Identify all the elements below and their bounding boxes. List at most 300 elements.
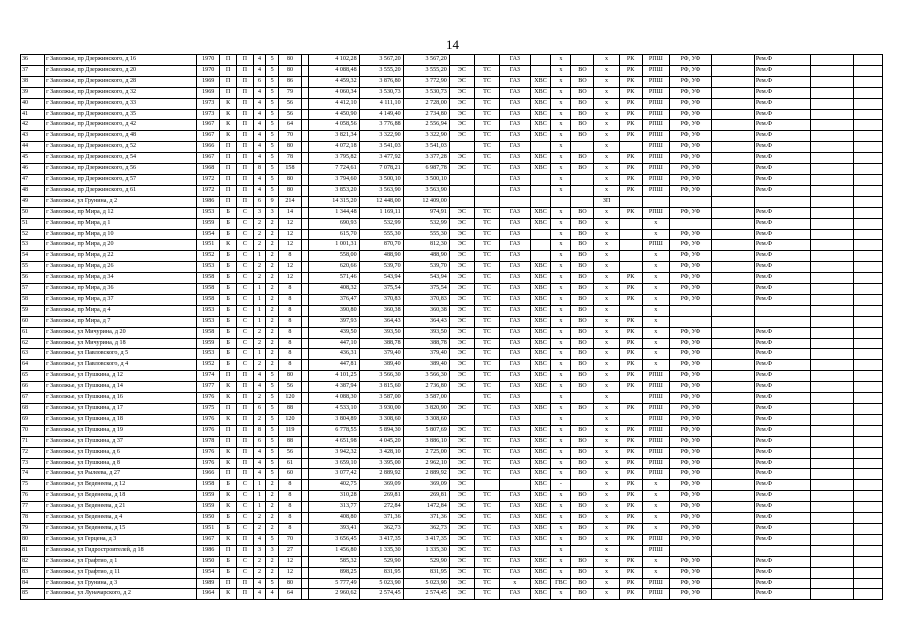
table-cell: 3 555,20 (359, 65, 403, 76)
table-cell: ТС (474, 382, 499, 393)
table-cell: Рем.Ф (754, 109, 811, 120)
table-cell (811, 556, 854, 567)
table-cell (854, 55, 883, 66)
table-cell: ХВС (530, 338, 551, 349)
table-cell: ХВС (530, 589, 551, 600)
table-cell (811, 218, 854, 229)
table-cell: 2 (266, 273, 279, 284)
table-cell: 5 (266, 65, 279, 76)
table-cell: РФ, УФ (669, 556, 711, 567)
table-cell: 1959 (197, 338, 220, 349)
table-cell: x (551, 393, 571, 404)
table-cell (301, 65, 308, 76)
table-cell: 4 (253, 65, 266, 76)
table-cell: г Заволжье, ул Павловского, д 4 (45, 360, 197, 371)
table-cell: 57 (21, 284, 45, 295)
table-row (21, 76, 883, 87)
table-cell: 72 (21, 447, 45, 458)
table-cell: 5 777,49 (309, 578, 359, 589)
table-cell: ХВС (530, 458, 551, 469)
table-cell: РПШ (642, 578, 669, 589)
table-cell (530, 65, 551, 76)
table-cell: Рем.Ф (754, 534, 811, 545)
table-row (21, 120, 883, 131)
table-cell: 2 (266, 327, 279, 338)
table-cell: ТС (474, 338, 499, 349)
table-cell (530, 55, 551, 66)
table-cell: РФ, УФ (669, 371, 711, 382)
table-cell: ХВС (530, 513, 551, 524)
table-cell: 66 (21, 382, 45, 393)
table-cell: ХВС (530, 502, 551, 513)
table-cell: г Заволжье, пр Мира, д 20 (45, 240, 197, 251)
table-cell: К (220, 589, 237, 600)
table-cell: 362,73 (359, 523, 403, 534)
table-cell (474, 196, 499, 207)
table-cell: 539,70 (403, 262, 449, 273)
table-cell (711, 589, 754, 600)
table-cell: П (236, 447, 253, 458)
table-cell: 80 (278, 371, 301, 382)
table-cell: 2 (266, 360, 279, 371)
table-row (21, 153, 883, 164)
table-cell: Рем.Ф (754, 131, 811, 142)
table-cell: П (236, 185, 253, 196)
table-cell (474, 55, 499, 66)
table-cell: Рем.Ф (754, 360, 811, 371)
table-cell (449, 185, 474, 196)
table-cell: 12 (278, 240, 301, 251)
table-cell (571, 545, 594, 556)
table-cell: Б (220, 262, 237, 273)
table-cell: 4 111,10 (359, 98, 403, 109)
table-cell (711, 142, 754, 153)
table-cell: С (236, 349, 253, 360)
table-cell: 3 (253, 207, 266, 218)
table-cell (811, 327, 854, 338)
table-cell: 4 (253, 87, 266, 98)
table-cell: Рем.Ф (754, 284, 811, 295)
table-cell: 1974 (197, 371, 220, 382)
table-cell: ХВС (530, 436, 551, 447)
table-cell (811, 414, 854, 425)
table-cell: ХВС (530, 523, 551, 534)
table-cell: 585,32 (309, 556, 359, 567)
table-cell: 2 (266, 338, 279, 349)
table-cell: x (594, 534, 619, 545)
table-cell: 8 (278, 251, 301, 262)
table-cell (301, 556, 308, 567)
table-cell: П (236, 65, 253, 76)
table-cell: 5 (266, 109, 279, 120)
table-cell (449, 196, 474, 207)
table-cell: ГАЗ (500, 502, 530, 513)
table-cell: 1 (253, 294, 266, 305)
table-cell: ТС (474, 262, 499, 273)
table-row (21, 393, 883, 404)
table-cell: x (551, 131, 571, 142)
table-cell: ВО (571, 98, 594, 109)
table-cell: РПШ (642, 371, 669, 382)
table-cell: 14 315,20 (309, 196, 359, 207)
table-cell: ХВС (530, 404, 551, 415)
table-cell: П (220, 164, 237, 175)
table-cell (530, 185, 551, 196)
table-cell: 3 566,30 (359, 371, 403, 382)
table-cell (619, 240, 642, 251)
table-cell: x (642, 294, 669, 305)
table-cell: 4 651,98 (309, 436, 359, 447)
table-cell: 4 (253, 153, 266, 164)
table-cell: 79 (21, 523, 45, 534)
table-cell: г Заволжье, ул Пушкина, д 37 (45, 436, 197, 447)
table-cell: ТС (474, 316, 499, 327)
table-cell: Рем.Ф (754, 338, 811, 349)
table-cell: x (642, 305, 669, 316)
table-cell (669, 305, 711, 316)
table-cell: 8 (253, 164, 266, 175)
table-cell: 3 322,90 (403, 131, 449, 142)
table-cell: ЭС (449, 545, 474, 556)
table-cell: x (642, 556, 669, 567)
table-cell: ВО (571, 589, 594, 600)
table-cell (811, 273, 854, 284)
table-cell: 393,50 (403, 327, 449, 338)
table-cell (854, 491, 883, 502)
table-cell (711, 218, 754, 229)
table-cell (619, 262, 642, 273)
table-cell: ГАЗ (500, 142, 530, 153)
table-cell (301, 502, 308, 513)
table-cell (711, 545, 754, 556)
table-cell: 402,75 (309, 480, 359, 491)
table-cell: РК (619, 447, 642, 458)
table-cell: РК (619, 316, 642, 327)
table-cell: 2 (266, 556, 279, 567)
table-cell: С (236, 513, 253, 524)
table-cell: РФ, УФ (669, 469, 711, 480)
table-cell: РК (619, 534, 642, 545)
table-cell: 158 (278, 164, 301, 175)
table-cell: 3 567,20 (359, 55, 403, 66)
table-cell: 3 (266, 545, 279, 556)
table-cell: x (551, 327, 571, 338)
table-cell: С (236, 316, 253, 327)
table-cell: Б (220, 284, 237, 295)
table-cell: ГАЗ (500, 404, 530, 415)
table-cell: 84 (21, 578, 45, 589)
table-cell (811, 174, 854, 185)
table-cell (811, 55, 854, 66)
table-cell: ГАЗ (500, 76, 530, 87)
table-cell: РФ, УФ (669, 284, 711, 295)
table-cell (711, 87, 754, 98)
table-cell (854, 480, 883, 491)
table-cell: Рем.Ф (754, 218, 811, 229)
table-cell: РПШ (642, 207, 669, 218)
table-cell: 2 556,94 (403, 120, 449, 131)
table-cell: 77 (21, 502, 45, 513)
table-cell: 2 (266, 513, 279, 524)
table-cell: 1951 (197, 240, 220, 251)
table-cell: г Заволжье, пр Мира, д 26 (45, 262, 197, 273)
table-cell (854, 305, 883, 316)
table-cell: Рем.Ф (754, 382, 811, 393)
table-cell (301, 196, 308, 207)
table-cell: РК (619, 404, 642, 415)
table-cell (711, 436, 754, 447)
table-cell (711, 567, 754, 578)
table-row (21, 458, 883, 469)
table-cell: ГАЗ (500, 305, 530, 316)
table-cell: Рем.Ф (754, 240, 811, 251)
table-cell: 1959 (197, 491, 220, 502)
table-cell: ЭС (449, 447, 474, 458)
table-cell: Рем.Ф (754, 65, 811, 76)
table-cell: x (594, 240, 619, 251)
table-cell (811, 371, 854, 382)
table-cell: x (594, 65, 619, 76)
table-cell: x (594, 436, 619, 447)
table-cell: ЭС (449, 360, 474, 371)
table-cell: 369,09 (359, 480, 403, 491)
table-cell: 1986 (197, 196, 220, 207)
table-cell: ТС (474, 436, 499, 447)
table-cell: 4 (253, 589, 266, 600)
table-cell: ТС (474, 109, 499, 120)
table-cell: г Заволжье, пр Дзержинского, д 32 (45, 87, 197, 98)
table-cell: 39 (21, 87, 45, 98)
table-cell (854, 120, 883, 131)
table-cell: 5 (266, 371, 279, 382)
table-cell: П (220, 578, 237, 589)
table-cell: x (594, 349, 619, 360)
table-cell: 1959 (197, 218, 220, 229)
table-cell: x (594, 153, 619, 164)
table-cell: 1972 (197, 185, 220, 196)
table-cell: К (220, 393, 237, 404)
table-cell: 5 (266, 131, 279, 142)
table-cell: ТС (474, 131, 499, 142)
table-cell: 4 387,94 (309, 382, 359, 393)
table-cell: П (236, 109, 253, 120)
table-cell (854, 502, 883, 513)
table-cell (854, 294, 883, 305)
table-cell: РФ, УФ (669, 491, 711, 502)
table-cell: x (551, 469, 571, 480)
table-cell: 12 409,00 (403, 196, 449, 207)
table-row (21, 65, 883, 76)
table-cell: ХВС (530, 262, 551, 273)
table-cell: 3 587,00 (359, 393, 403, 404)
table-cell: РФ, УФ (669, 523, 711, 534)
table-cell: 1976 (197, 425, 220, 436)
table-cell: x (594, 218, 619, 229)
table-cell (301, 251, 308, 262)
table-cell: 3 942,32 (309, 447, 359, 458)
table-cell: 8 (278, 502, 301, 513)
table-cell: 1966 (197, 469, 220, 480)
table-cell: 1966 (197, 142, 220, 153)
table-cell: 3 815,60 (359, 382, 403, 393)
table-cell: 831,95 (359, 567, 403, 578)
table-cell: 4 060,34 (309, 87, 359, 98)
table-row (21, 513, 883, 524)
table-cell: 555,30 (359, 229, 403, 240)
table-cell (301, 382, 308, 393)
table-cell: Рем.Ф (754, 404, 811, 415)
table-cell: 393,50 (359, 327, 403, 338)
table-cell (571, 393, 594, 404)
table-cell: 1952 (197, 360, 220, 371)
table-cell: 1968 (197, 164, 220, 175)
table-cell (811, 393, 854, 404)
table-cell: П (236, 120, 253, 131)
table-cell: ХВС (530, 273, 551, 284)
table-cell: x (594, 404, 619, 415)
table-cell: 360,38 (403, 305, 449, 316)
table-row (21, 523, 883, 534)
table-cell (711, 578, 754, 589)
table-cell: 2 (266, 251, 279, 262)
table-cell (711, 284, 754, 295)
table-cell: г Заволжье, ул Пушкина, д 17 (45, 404, 197, 415)
table-cell: Рем.Ф (754, 578, 811, 589)
table-cell: 1 169,11 (359, 207, 403, 218)
table-cell: 5 (266, 87, 279, 98)
table-cell: x (594, 87, 619, 98)
table-cell: ХВС (530, 98, 551, 109)
table-cell: 71 (21, 436, 45, 447)
table-cell: 78 (21, 513, 45, 524)
table-cell: 3 530,73 (403, 87, 449, 98)
table-cell: ХВС (530, 164, 551, 175)
table-cell (854, 523, 883, 534)
table-cell: 70 (21, 425, 45, 436)
table-cell: 1969 (197, 76, 220, 87)
table-cell: ВО (571, 109, 594, 120)
table-cell (854, 240, 883, 251)
table-cell: 371,36 (359, 513, 403, 524)
table-cell: 8 (278, 316, 301, 327)
table-cell (811, 185, 854, 196)
table-cell: 6 778,55 (309, 425, 359, 436)
table-cell: ВО (571, 458, 594, 469)
table-cell (530, 393, 551, 404)
table-cell: 14 (278, 207, 301, 218)
table-cell: ВО (571, 327, 594, 338)
table-cell: 375,54 (359, 284, 403, 295)
table-cell: РФ, УФ (669, 131, 711, 142)
table-cell: П (220, 425, 237, 436)
table-cell: С (236, 262, 253, 273)
table-cell (711, 164, 754, 175)
table-cell: 1986 (197, 545, 220, 556)
table-row (21, 360, 883, 371)
table-cell: 61 (278, 458, 301, 469)
table-cell: Рем.Ф (754, 174, 811, 185)
table-cell: 3 395,00 (359, 458, 403, 469)
table-cell: ВО (571, 240, 594, 251)
table-cell: Рем.Ф (754, 294, 811, 305)
table-cell (811, 316, 854, 327)
table-cell (854, 87, 883, 98)
table-cell (711, 480, 754, 491)
table-cell: 370,83 (403, 294, 449, 305)
table-cell (811, 164, 854, 175)
table-cell: x (551, 414, 571, 425)
table-cell: П (236, 589, 253, 600)
table-cell: г Заволжье, ул Пушкина, д 19 (45, 425, 197, 436)
table-cell: ТС (474, 371, 499, 382)
table-cell: РК (619, 327, 642, 338)
table-cell (301, 55, 308, 66)
table-cell: x (594, 98, 619, 109)
table-cell: x (551, 55, 571, 66)
table-row (21, 284, 883, 295)
table-cell: 5 (266, 153, 279, 164)
table-cell: РФ, УФ (669, 447, 711, 458)
table-row (21, 218, 883, 229)
table-cell: П (220, 87, 237, 98)
table-cell: ГАЗ (500, 207, 530, 218)
table-cell: ГАЗ (500, 98, 530, 109)
table-cell (711, 153, 754, 164)
table-cell: ТС (474, 240, 499, 251)
table-cell: x (551, 523, 571, 534)
table-cell: x (551, 502, 571, 513)
table-cell: 1977 (197, 382, 220, 393)
table-cell (811, 523, 854, 534)
table-cell: 379,40 (359, 349, 403, 360)
table-cell: РФ, УФ (669, 414, 711, 425)
table-cell (811, 251, 854, 262)
table-cell (711, 502, 754, 513)
table-cell: 5 (266, 76, 279, 87)
table-cell: РК (619, 589, 642, 600)
table-body (21, 55, 883, 600)
table-cell: 3 886,10 (403, 436, 449, 447)
table-cell (500, 196, 530, 207)
table-cell (811, 458, 854, 469)
table-cell (301, 545, 308, 556)
table-cell: ЭС (449, 316, 474, 327)
table-row (21, 545, 883, 556)
table-cell: 3 417,35 (403, 534, 449, 545)
table-cell: 3 794,60 (309, 174, 359, 185)
table-cell (811, 349, 854, 360)
table-cell: ГАЗ (500, 556, 530, 567)
table-cell: С (236, 273, 253, 284)
table-cell: С (236, 218, 253, 229)
table-cell: 1967 (197, 131, 220, 142)
table-cell: РФ, УФ (669, 294, 711, 305)
table-cell: 80 (278, 578, 301, 589)
table-cell: 1958 (197, 284, 220, 295)
table-cell: 73 (21, 458, 45, 469)
table-cell: x (594, 229, 619, 240)
table-cell: 8 (278, 338, 301, 349)
table-cell: 1 (253, 480, 266, 491)
table-cell: ГАЗ (500, 545, 530, 556)
table-cell: г Заволжье, пр Дзержинского, д 33 (45, 98, 197, 109)
table-cell: П (220, 545, 237, 556)
table-cell (811, 240, 854, 251)
table-cell (854, 229, 883, 240)
table-cell: 1989 (197, 578, 220, 589)
table-cell: РФ, УФ (669, 120, 711, 131)
table-cell (619, 305, 642, 316)
